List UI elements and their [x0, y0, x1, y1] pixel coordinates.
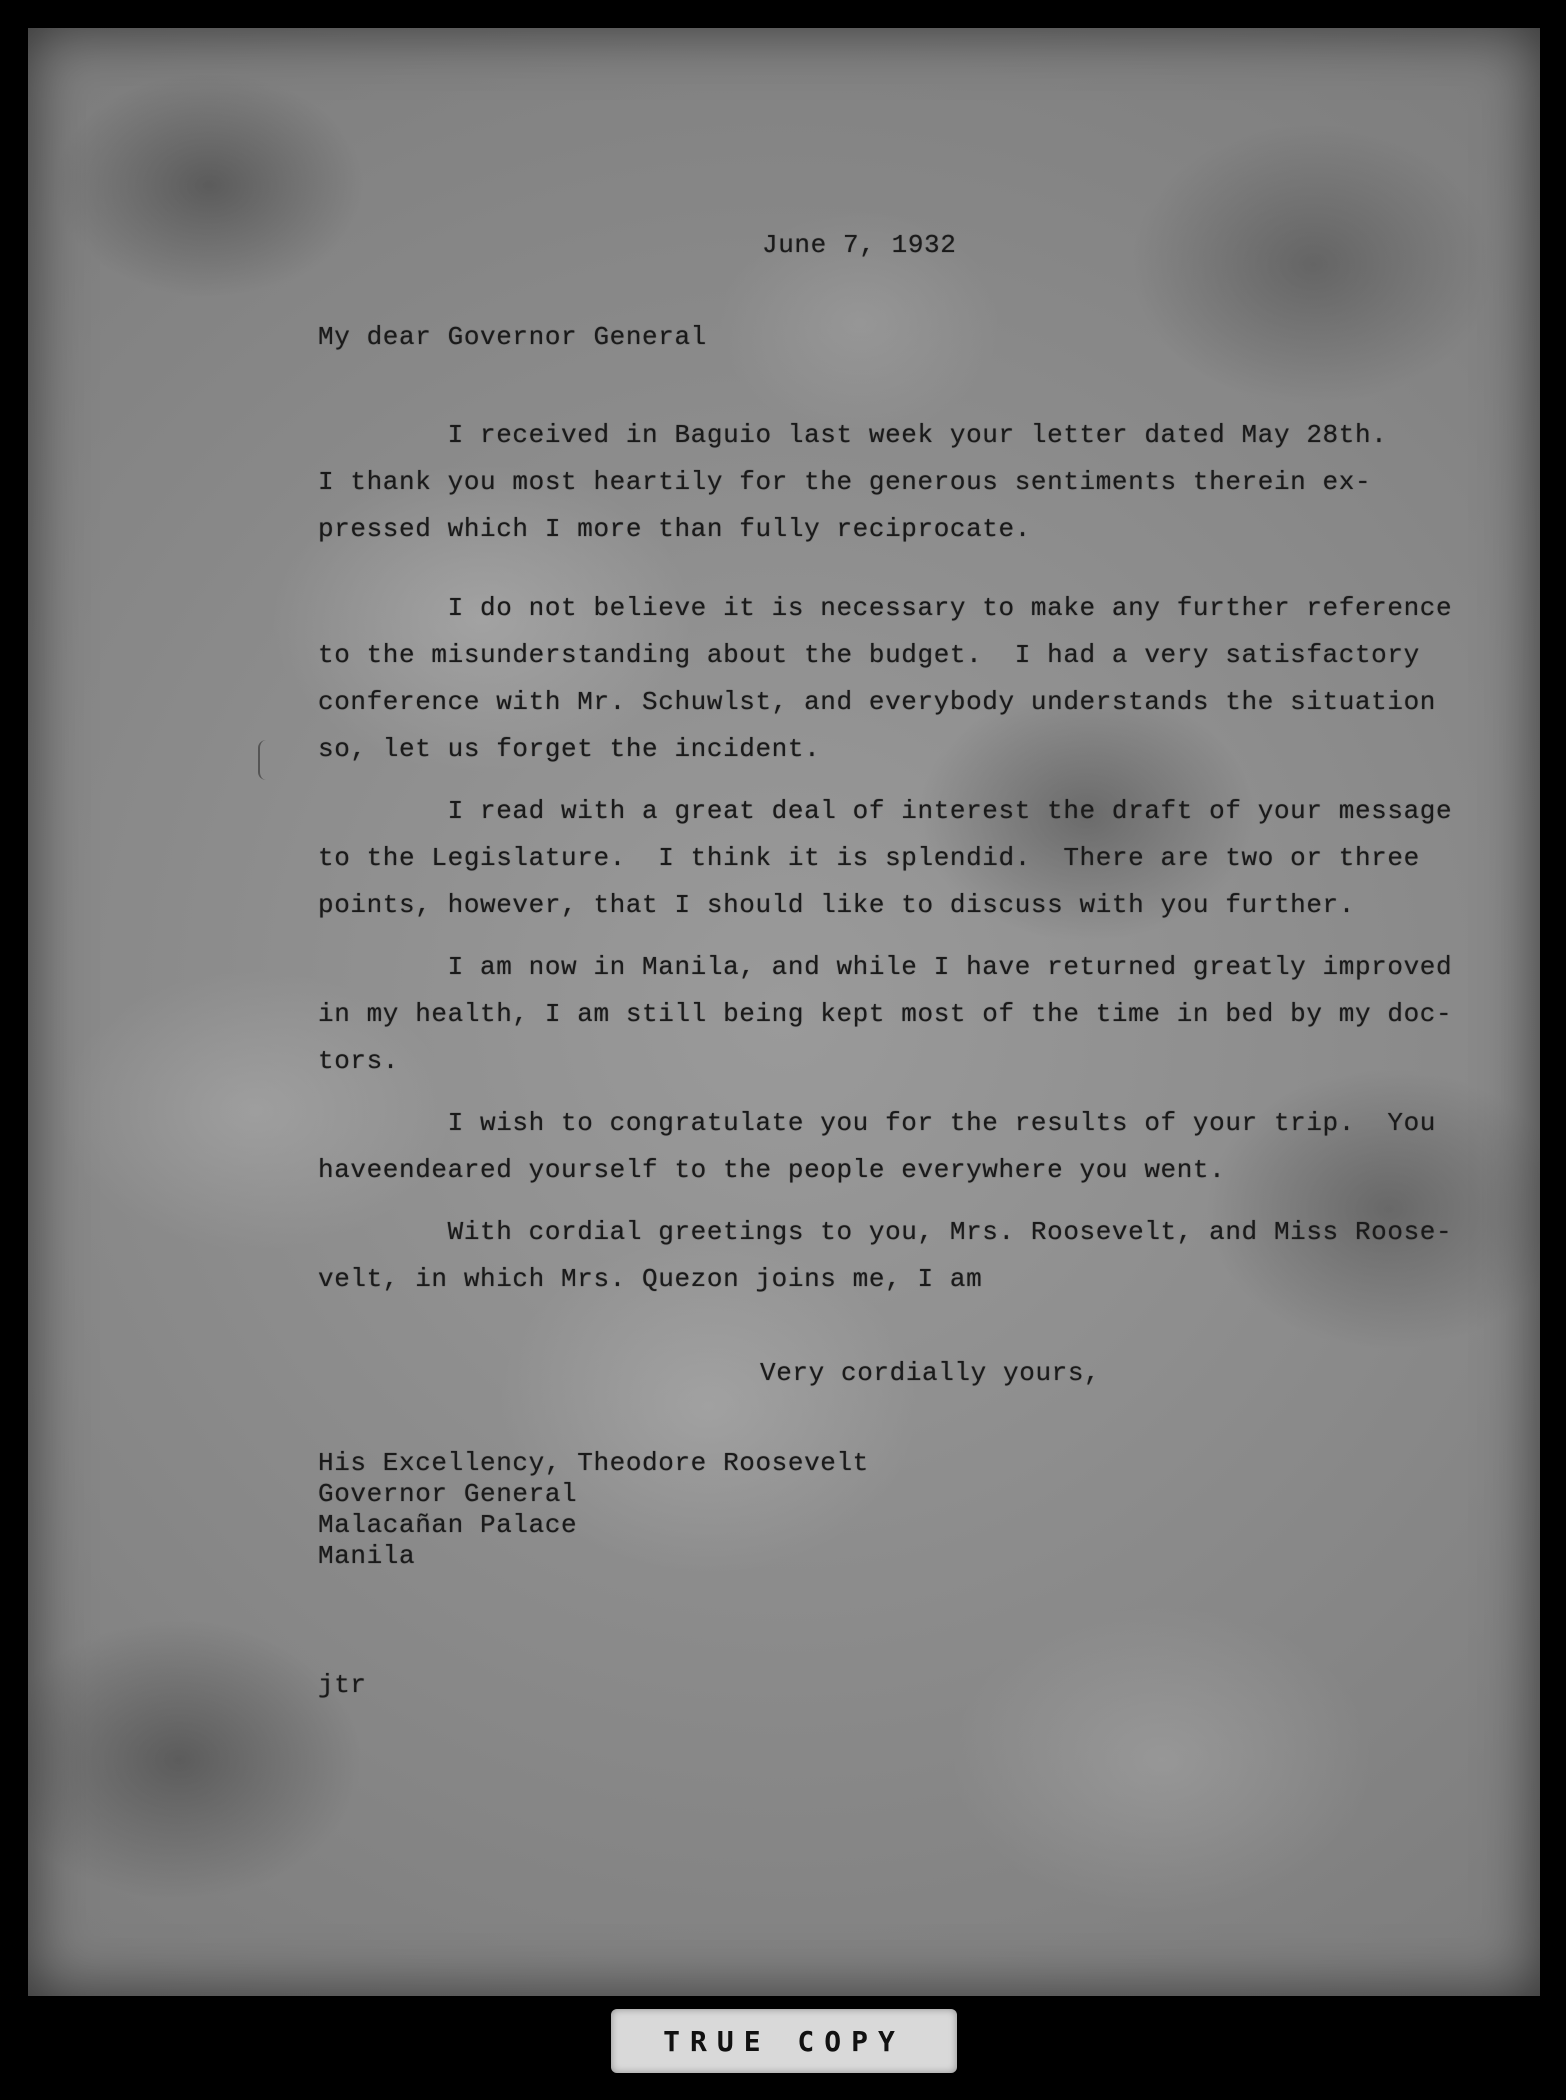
- typist-initials: jtr: [318, 1670, 367, 1700]
- paragraph-line: pressed which I more than fully reciprocate.: [318, 514, 1031, 544]
- paragraph-line: haveendeared yourself to the people everywhere you went.: [318, 1155, 1226, 1185]
- paragraph-line: in my health, I am still being kept most of the time in bed by my doc-: [318, 999, 1453, 1029]
- closing: Very cordially yours,: [760, 1358, 1101, 1388]
- recipient-address: [318, 1448, 869, 1572]
- paragraph-line: to the Legislature. I think it is splendid. There are two or three: [318, 843, 1420, 873]
- address-line: Governor General: [318, 1479, 578, 1509]
- paragraph-line: velt, in which Mrs. Quezon joins me, I am: [318, 1264, 983, 1294]
- stamp-label: TRUE COPY: [663, 2024, 905, 2058]
- address-line: Malacañan Palace: [318, 1510, 578, 1540]
- paragraph-line: I received in Baguio last week your letter dated May 28th.: [318, 420, 1388, 450]
- address-line: Manila: [318, 1541, 416, 1571]
- paragraph-line: tors.: [318, 1046, 400, 1076]
- true-copy-stamp: [611, 2009, 957, 2073]
- margin-pencil-mark: [258, 740, 274, 780]
- paragraph-line: I read with a great deal of interest the draft of your message: [318, 796, 1453, 826]
- salutation: My dear Governor General: [318, 322, 707, 352]
- paragraph-line: to the misunderstanding about the budget. I had a very satisfactory: [318, 640, 1420, 670]
- paragraph-line: so, let us forget the incident.: [318, 734, 821, 764]
- paragraph-line: I do not believe it is necessary to make any further reference: [318, 593, 1453, 623]
- paragraph-line: conference with Mr. Schuwlst, and everybody understands the situation: [318, 687, 1436, 717]
- paragraph-line: I am now in Manila, and while I have returned greatly improved: [318, 952, 1453, 982]
- paragraph-line: I thank you most heartily for the generous sentiments therein ex-: [318, 467, 1372, 497]
- paragraph-line: points, however, that I should like to discuss with you further.: [318, 890, 1355, 920]
- letter-date: June 7, 1932: [762, 230, 957, 260]
- address-line: His Excellency, Theodore Roosevelt: [318, 1448, 869, 1478]
- paragraph-line: With cordial greetings to you, Mrs. Roosevelt, and Miss Roose-: [318, 1217, 1453, 1247]
- paragraph-line: I wish to congratulate you for the results of your trip. You: [318, 1108, 1436, 1138]
